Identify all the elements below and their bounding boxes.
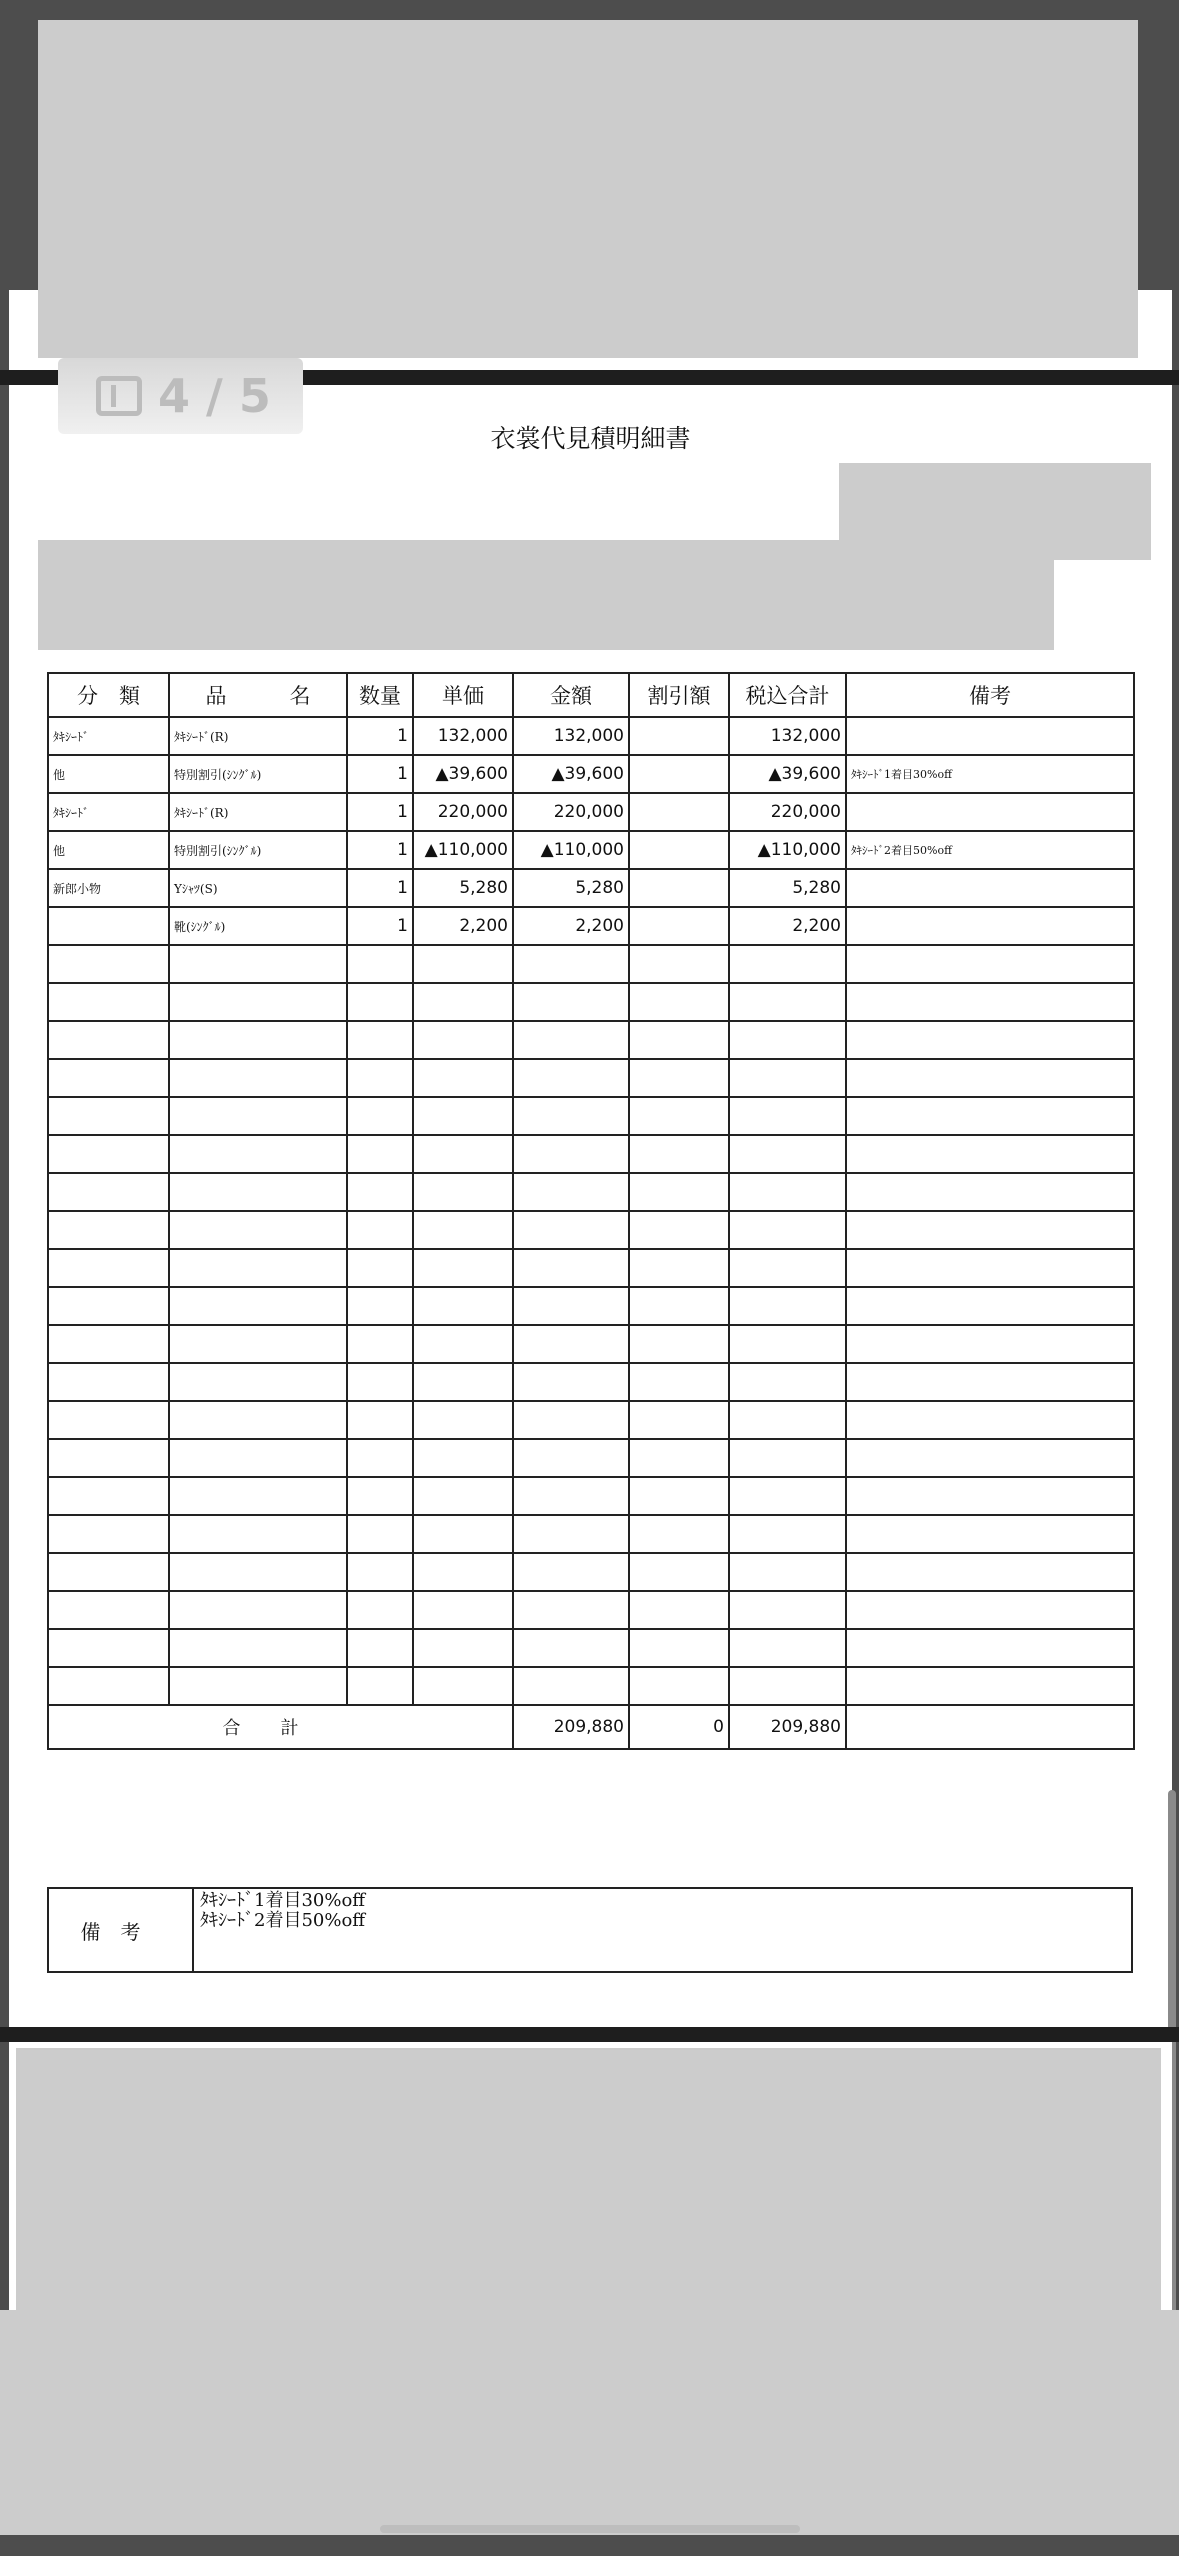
empty-cell [169, 1363, 347, 1401]
empty-cell [513, 1135, 629, 1173]
total-remark-cell [846, 1705, 1134, 1749]
empty-row [48, 1553, 1134, 1591]
empty-cell [413, 1667, 513, 1705]
empty-cell [48, 1629, 169, 1667]
empty-cell [48, 1515, 169, 1553]
empty-cell [729, 1477, 846, 1515]
column-header: 税込合計 [729, 673, 846, 717]
category-cell: 他 [48, 831, 169, 869]
empty-cell [513, 1477, 629, 1515]
empty-row [48, 945, 1134, 983]
empty-cell [169, 1249, 347, 1287]
empty-row [48, 1249, 1134, 1287]
estimate-table [47, 672, 1135, 1750]
item-cell: ﾀｷｼｰﾄﾞ(R) [169, 717, 347, 755]
remark-cell [846, 717, 1134, 755]
empty-cell [846, 1363, 1134, 1401]
empty-row [48, 1439, 1134, 1477]
empty-row [48, 1363, 1134, 1401]
empty-cell [48, 1591, 169, 1629]
remark-cell [846, 793, 1134, 831]
column-header: 数量 [347, 673, 413, 717]
empty-cell [729, 1249, 846, 1287]
page-separator-bottom [0, 2027, 1179, 2042]
notes-line: ﾀｷｼｰﾄﾞ2着目50%off [200, 1910, 366, 1931]
empty-cell [48, 1553, 169, 1591]
empty-cell [513, 1325, 629, 1363]
remark-cell [846, 907, 1134, 945]
amount-cell: ▲110,000 [513, 831, 629, 869]
empty-cell [48, 1135, 169, 1173]
empty-cell [169, 1667, 347, 1705]
empty-cell [629, 1059, 729, 1097]
empty-cell [169, 1401, 347, 1439]
empty-cell [169, 1135, 347, 1173]
column-header: 割引額 [629, 673, 729, 717]
empty-cell [413, 1591, 513, 1629]
empty-cell [169, 1059, 347, 1097]
empty-cell [629, 1135, 729, 1173]
empty-cell [846, 1667, 1134, 1705]
empty-cell [513, 1591, 629, 1629]
empty-row [48, 1021, 1134, 1059]
column-header: 単価 [413, 673, 513, 717]
empty-cell [629, 945, 729, 983]
empty-row [48, 1135, 1134, 1173]
empty-row [48, 1097, 1134, 1135]
empty-cell [347, 1363, 413, 1401]
category-cell: ﾀｷｼｰﾄﾞ [48, 717, 169, 755]
empty-cell [48, 1667, 169, 1705]
empty-cell [413, 1135, 513, 1173]
unit-price-cell: 132,000 [413, 717, 513, 755]
unit-price-cell: 220,000 [413, 793, 513, 831]
empty-cell [513, 1515, 629, 1553]
table-header-row [48, 673, 1134, 717]
empty-cell [629, 1591, 729, 1629]
empty-cell [48, 983, 169, 1021]
empty-cell [169, 1021, 347, 1059]
empty-cell [729, 1325, 846, 1363]
empty-cell [48, 1097, 169, 1135]
amount-cell: 5,280 [513, 869, 629, 907]
empty-cell [513, 945, 629, 983]
table-row [48, 869, 1134, 907]
empty-cell [413, 1439, 513, 1477]
empty-cell [413, 1515, 513, 1553]
empty-cell [846, 1173, 1134, 1211]
remark-cell: ﾀｷｼｰﾄﾞ1着目30%off [846, 755, 1134, 793]
empty-cell [729, 1591, 846, 1629]
total-cell: ▲39,600 [729, 755, 846, 793]
empty-cell [513, 1249, 629, 1287]
empty-cell [347, 1097, 413, 1135]
empty-cell [846, 945, 1134, 983]
empty-cell [629, 1515, 729, 1553]
column-header: 備考 [846, 673, 1134, 717]
category-cell: 新郎小物 [48, 869, 169, 907]
empty-cell [413, 1325, 513, 1363]
empty-cell [347, 1477, 413, 1515]
empty-cell [729, 1021, 846, 1059]
empty-cell [513, 1021, 629, 1059]
amount-cell: 220,000 [513, 793, 629, 831]
empty-cell [846, 1629, 1134, 1667]
remark-cell [846, 869, 1134, 907]
empty-cell [169, 1553, 347, 1591]
remark-cell: ﾀｷｼｰﾄﾞ2着目50%off [846, 831, 1134, 869]
total-cell: ▲110,000 [729, 831, 846, 869]
empty-cell [513, 1439, 629, 1477]
table-row [48, 831, 1134, 869]
column-header: 金額 [513, 673, 629, 717]
total-cell: 5,280 [729, 869, 846, 907]
empty-cell [413, 1173, 513, 1211]
empty-cell [729, 1097, 846, 1135]
empty-cell [729, 1211, 846, 1249]
empty-cell [729, 1439, 846, 1477]
empty-row [48, 1401, 1134, 1439]
empty-cell [169, 1629, 347, 1667]
category-cell: 他 [48, 755, 169, 793]
empty-cell [513, 1401, 629, 1439]
empty-cell [846, 1097, 1134, 1135]
empty-cell [48, 1401, 169, 1439]
discount-cell [629, 717, 729, 755]
empty-cell [513, 1287, 629, 1325]
empty-cell [729, 1515, 846, 1553]
empty-cell [347, 1135, 413, 1173]
unit-price-cell: ▲110,000 [413, 831, 513, 869]
total-row [48, 1705, 1134, 1749]
empty-cell [347, 1211, 413, 1249]
discount-cell [629, 907, 729, 945]
empty-row [48, 1325, 1134, 1363]
empty-row [48, 1173, 1134, 1211]
empty-cell [513, 1363, 629, 1401]
empty-cell [169, 1439, 347, 1477]
empty-cell [846, 1477, 1134, 1515]
empty-cell [347, 983, 413, 1021]
amount-cell: 132,000 [513, 717, 629, 755]
redacted-header-area [38, 20, 1138, 358]
empty-row [48, 1059, 1134, 1097]
category-cell: ﾀｷｼｰﾄﾞ [48, 793, 169, 831]
empty-cell [413, 1021, 513, 1059]
empty-cell [846, 1287, 1134, 1325]
empty-cell [413, 1629, 513, 1667]
discount-cell [629, 793, 729, 831]
discount-cell [629, 831, 729, 869]
empty-cell [629, 1173, 729, 1211]
empty-cell [413, 1553, 513, 1591]
document-page [9, 385, 1172, 2027]
empty-cell [629, 1363, 729, 1401]
empty-cell [169, 1325, 347, 1363]
item-cell: 特別割引(ｼﾝｸﾞﾙ) [169, 831, 347, 869]
page-indicator [58, 358, 303, 434]
empty-cell [48, 1249, 169, 1287]
empty-cell [513, 1553, 629, 1591]
empty-cell [629, 1629, 729, 1667]
redacted-next-page-top [16, 2048, 1161, 2310]
empty-cell [169, 983, 347, 1021]
amount-cell: 2,200 [513, 907, 629, 945]
empty-cell [413, 983, 513, 1021]
table-row [48, 717, 1134, 755]
redacted-customer-block [38, 540, 1054, 650]
empty-cell [347, 1287, 413, 1325]
empty-cell [846, 1021, 1134, 1059]
empty-cell [48, 1059, 169, 1097]
total-cell: 2,200 [729, 907, 846, 945]
empty-cell [413, 1363, 513, 1401]
total-discount: 0 [629, 1705, 729, 1749]
empty-row [48, 1629, 1134, 1667]
empty-cell [169, 1591, 347, 1629]
empty-cell [729, 1553, 846, 1591]
empty-cell [48, 1211, 169, 1249]
table-row [48, 755, 1134, 793]
unit-price-cell: 5,280 [413, 869, 513, 907]
book-icon [96, 376, 142, 416]
page-indicator-label: 4 / 5 [158, 369, 271, 423]
column-header: 分 類 [48, 673, 169, 717]
empty-cell [629, 1553, 729, 1591]
empty-cell [347, 1325, 413, 1363]
empty-cell [729, 1363, 846, 1401]
empty-cell [629, 1401, 729, 1439]
table-row [48, 793, 1134, 831]
total-cell: 132,000 [729, 717, 846, 755]
empty-cell [413, 1097, 513, 1135]
empty-cell [513, 1173, 629, 1211]
empty-cell [347, 1173, 413, 1211]
notes-box [47, 1887, 1133, 1973]
empty-cell [413, 1401, 513, 1439]
empty-cell [347, 1515, 413, 1553]
empty-cell [846, 1059, 1134, 1097]
empty-cell [48, 1363, 169, 1401]
empty-cell [169, 1211, 347, 1249]
empty-cell [846, 1211, 1134, 1249]
empty-row [48, 1591, 1134, 1629]
empty-cell [347, 1439, 413, 1477]
empty-cell [347, 1021, 413, 1059]
empty-cell [629, 1439, 729, 1477]
empty-cell [846, 1249, 1134, 1287]
empty-cell [846, 1325, 1134, 1363]
empty-cell [169, 1477, 347, 1515]
empty-cell [169, 945, 347, 983]
empty-cell [48, 1325, 169, 1363]
amount-cell: ▲39,600 [513, 755, 629, 793]
empty-cell [629, 1021, 729, 1059]
notes-line: ﾀｷｼｰﾄﾞ1着目30%off [200, 1890, 366, 1911]
discount-cell [629, 755, 729, 793]
empty-cell [729, 945, 846, 983]
empty-cell [413, 945, 513, 983]
empty-cell [513, 983, 629, 1021]
qty-cell: 1 [347, 793, 413, 831]
empty-cell [513, 1211, 629, 1249]
notes-content [193, 1888, 1132, 1972]
item-cell: 特別割引(ｼﾝｸﾞﾙ) [169, 755, 347, 793]
empty-cell [629, 1211, 729, 1249]
empty-cell [513, 1097, 629, 1135]
empty-cell [347, 945, 413, 983]
empty-row [48, 1667, 1134, 1705]
total-cell: 220,000 [729, 793, 846, 831]
empty-cell [729, 1287, 846, 1325]
item-cell: 靴(ｼﾝｸﾞﾙ) [169, 907, 347, 945]
empty-cell [729, 1059, 846, 1097]
empty-cell [846, 983, 1134, 1021]
notes-label: 備考 [48, 1888, 193, 1972]
item-cell: Yｼｬﾂ(S) [169, 869, 347, 907]
empty-cell [846, 1515, 1134, 1553]
qty-cell: 1 [347, 755, 413, 793]
empty-cell [347, 1629, 413, 1667]
empty-cell [846, 1553, 1134, 1591]
empty-row [48, 983, 1134, 1021]
empty-cell [48, 1021, 169, 1059]
empty-cell [413, 1477, 513, 1515]
empty-cell [347, 1249, 413, 1287]
empty-cell [729, 1135, 846, 1173]
empty-cell [48, 945, 169, 983]
discount-cell [629, 869, 729, 907]
empty-row [48, 1477, 1134, 1515]
empty-cell [48, 1439, 169, 1477]
empty-cell [48, 1173, 169, 1211]
empty-cell [48, 1287, 169, 1325]
empty-row [48, 1287, 1134, 1325]
column-header: 品 名 [169, 673, 347, 717]
total-label: 合計 [48, 1705, 513, 1749]
empty-cell [347, 1667, 413, 1705]
category-cell [48, 907, 169, 945]
qty-cell: 1 [347, 831, 413, 869]
document-title: 衣裳代見積明細書 [490, 424, 691, 453]
empty-cell [629, 1667, 729, 1705]
empty-cell [347, 1591, 413, 1629]
empty-cell [729, 1629, 846, 1667]
empty-row [48, 1515, 1134, 1553]
empty-cell [629, 1477, 729, 1515]
empty-cell [48, 1477, 169, 1515]
empty-cell [729, 1667, 846, 1705]
empty-cell [169, 1173, 347, 1211]
empty-cell [513, 1059, 629, 1097]
qty-cell: 1 [347, 869, 413, 907]
empty-cell [729, 983, 846, 1021]
empty-cell [729, 1401, 846, 1439]
empty-cell [513, 1667, 629, 1705]
empty-cell [413, 1249, 513, 1287]
qty-cell: 1 [347, 717, 413, 755]
empty-cell [347, 1401, 413, 1439]
empty-cell [629, 1097, 729, 1135]
empty-cell [846, 1135, 1134, 1173]
home-indicator[interactable] [380, 2525, 800, 2533]
total-amount: 209,880 [513, 1705, 629, 1749]
empty-cell [347, 1553, 413, 1591]
empty-cell [629, 1325, 729, 1363]
empty-cell [347, 1059, 413, 1097]
empty-cell [413, 1211, 513, 1249]
empty-cell [729, 1173, 846, 1211]
empty-cell [629, 1249, 729, 1287]
empty-row [48, 1211, 1134, 1249]
empty-cell [169, 1515, 347, 1553]
empty-cell [629, 1287, 729, 1325]
table-row [48, 907, 1134, 945]
empty-cell [846, 1401, 1134, 1439]
empty-cell [413, 1287, 513, 1325]
empty-cell [846, 1439, 1134, 1477]
unit-price-cell: 2,200 [413, 907, 513, 945]
qty-cell: 1 [347, 907, 413, 945]
empty-cell [513, 1629, 629, 1667]
empty-cell [169, 1097, 347, 1135]
redacted-next-page-bottom [0, 2310, 1179, 2535]
empty-cell [413, 1059, 513, 1097]
empty-cell [169, 1287, 347, 1325]
empty-cell [846, 1591, 1134, 1629]
item-cell: ﾀｷｼｰﾄﾞ(R) [169, 793, 347, 831]
total-grand: 209,880 [729, 1705, 846, 1749]
unit-price-cell: ▲39,600 [413, 755, 513, 793]
empty-cell [629, 983, 729, 1021]
